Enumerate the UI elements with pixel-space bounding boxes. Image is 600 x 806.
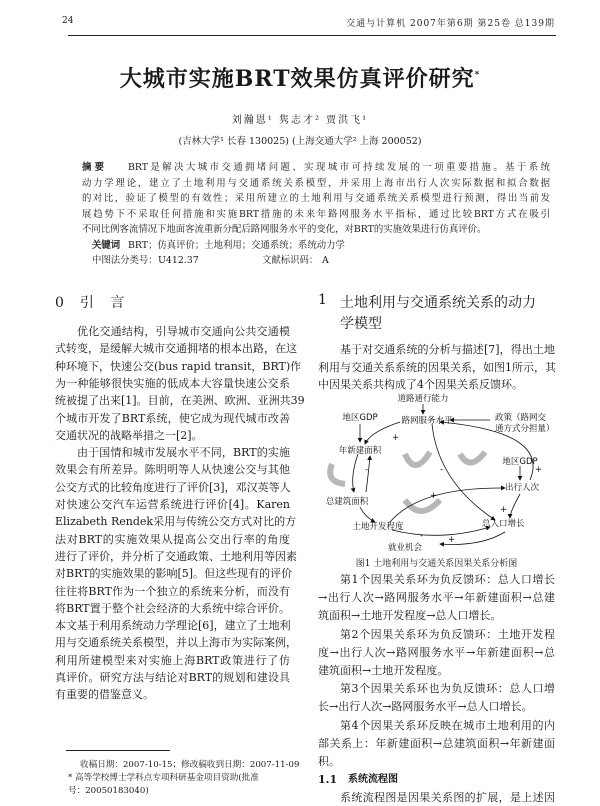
sign-plus: + <box>535 465 543 475</box>
body-line: 式转变，是缓解大城市交通拥堵的根本出路，在这 <box>55 342 297 356</box>
abstract-line: 的对比，验证了模型的有效性；采用所建立的土地利用与交通系统关系模型进行预测，得出当前发 <box>82 193 550 204</box>
body-line: 利用所建模型来对实施上海BRT政策进行了仿 <box>55 653 290 667</box>
abstract-line: 展趋势下不采取任何措施和实施BRT措施的未来年路网服务水平指标，通过比较BRT方式在吸引 <box>82 208 550 220</box>
clc-label: 中图法分类号： <box>92 254 158 266</box>
node-new-area: 年新建面积 <box>338 446 382 456</box>
paper-title <box>0 62 600 93</box>
body-line: 筑面积→土地开发程度→总人口增长。 <box>318 609 502 623</box>
body-line: 进行了评价，并分析了交通政策、土地利用等因素 <box>55 549 297 563</box>
sign-minus: - <box>365 465 369 475</box>
node-gdp-right: 地区GDP <box>502 457 538 467</box>
abstract-line: 动力学理论，建立了土地利用与交通系统关系模型，并采用上海市出行人次实际数据和拟合数据 <box>82 177 550 189</box>
body-line: 利用与交通关系系统的因果关系，如图1所示，其 <box>318 360 556 374</box>
authors: 刘瀚恩¹ 隽志才² 贾洪飞¹ <box>231 115 369 126</box>
body-line: 部关系上：年新建面积→总建筑面积→年新建面 <box>318 736 555 750</box>
node-policy-line2: 通方式分担量） <box>495 424 555 434</box>
body-line: 往往将BRT作为一个独立的系统来分析，而没有 <box>55 584 290 598</box>
subsection-number: 1.1 <box>318 773 338 787</box>
keywords: BRT；仿真评价；土地利用；交通系统；系统动力学 <box>128 239 345 251</box>
section-number: 0 <box>55 295 64 311</box>
body-line: 为一种能够很快实施的低成本大容量快速公交系 <box>55 376 290 390</box>
title-footnote-mark: * <box>474 70 481 81</box>
body-line: 将BRT置于整个社会经济的大系统中综合评价。 <box>55 601 290 615</box>
affiliation: (吉林大学¹ 长春 130025) (上海交通大学² 上海 200052) <box>178 136 422 147</box>
doc-code: A <box>322 254 329 266</box>
causal-loop-diagram <box>320 392 560 552</box>
body-line: 优化交通结构，引导城市交通向公共交通模 <box>77 325 290 338</box>
figure-caption: 图1 土地利用与交通关系因果关系分析图 <box>355 559 518 569</box>
body-line: 长→出行人次→路网服务水平→总人口增长。 <box>318 700 533 714</box>
node-road-capacity: 道路通行能力 <box>397 394 449 404</box>
body-line: 第1个因果关系环为负反馈环：总人口增长 <box>340 573 555 586</box>
body-line: 积。 <box>318 755 340 768</box>
body-line: 公交方式的比较角度进行了评价[3]，邓汉英等人 <box>55 480 291 494</box>
sign-plus: + <box>430 491 438 501</box>
body-line: 个城市开发了BRT系统，使它成为现代城市改善 <box>55 411 290 425</box>
sign-minus: - <box>420 531 424 541</box>
sign-plus: + <box>392 433 400 443</box>
node-service-level: 路网服务水平 <box>401 416 453 426</box>
body-line: →出行人次→路网服务水平→年新建面积→总建 <box>318 591 555 605</box>
footnote-rule <box>66 750 170 751</box>
header-rule <box>68 35 556 36</box>
body-line: 第3个因果关系环也为负反馈环：总人口增 <box>340 682 555 696</box>
body-line: 真评价。研究方法与结论对BRT的规划和建设具 <box>55 671 290 684</box>
sign-plus: + <box>448 535 456 545</box>
section-title: 引 言 <box>79 295 131 311</box>
body-line: 基于对交通系统的分析与描述[7]，得出土地 <box>340 343 555 356</box>
body-line: 有重要的借鉴意义。 <box>55 688 154 702</box>
node-gdp-left: 地区GDP <box>342 413 378 423</box>
footnote-line: * 高等学校博士学科点专项科研基金项目资助(批准 <box>68 773 259 783</box>
body-line: 建筑面积→土地开发程度。 <box>318 664 449 677</box>
running-header: 交通与计算机 2007年第6期 第25卷 总139期 <box>346 19 555 29</box>
body-line: 种环境下，快速公交(bus rapid transit，BRT)作 <box>55 359 302 373</box>
body-line: 中因果关系共构成了4个因果关系反馈环。 <box>318 378 523 391</box>
title-text: 大城市实施BRT效果仿真评价研究 <box>119 66 475 92</box>
clc-code: U412.37 <box>158 254 199 266</box>
node-population: 总人口增长 <box>482 519 525 529</box>
node-total-area: 总建筑面积 <box>325 497 369 507</box>
section-0-heading <box>55 292 130 312</box>
page-number: 24 <box>62 16 74 26</box>
sign-plus: + <box>500 505 508 515</box>
keywords-label: 关键词 <box>92 239 121 251</box>
footnote-line: 号：20050183040) <box>68 786 149 796</box>
abstract-line: BRT是解决大城市交通拥堵问题、实现城市可持续发展的一项重要措施。基于系统 <box>128 162 550 173</box>
node-trips: 出行人次 <box>505 483 540 493</box>
body-line: 统被提了出来[1]。目前，在美洲、欧洲、亚洲共39 <box>55 394 305 408</box>
section-title-line: 学模型 <box>340 316 382 332</box>
body-line: 对BRT的实施效果的影响[5]。但这些现有的评价 <box>55 567 293 581</box>
body-line: 用与交通系统关系模型，并以上海市为实际案例， <box>55 636 297 650</box>
body-line: 交通状况的战略举措之一[2]。 <box>55 428 203 442</box>
node-land-development: 土地开发程度 <box>352 522 404 532</box>
body-line: 由于国情和城市发展水平不同，BRT的实施 <box>77 446 290 460</box>
doc-code-label: 文献标识码： <box>262 254 319 266</box>
body-line: 第4个因果关系环反映在城市土地利用的内 <box>340 718 555 732</box>
body-line: 效果会有所差异。陈明明等人从快速公交与其他 <box>55 463 290 477</box>
section-number: 1 <box>318 292 327 308</box>
section-1-heading <box>318 292 536 332</box>
body-line: 法对BRT的实施效果从提高公交出行率的角度 <box>55 532 290 546</box>
sign-minus: - <box>440 465 444 475</box>
abstract-label: 摘 要 <box>82 162 105 173</box>
body-line: 本文基于利用系统动力学理论[6]，建立了土地利 <box>55 619 291 633</box>
node-policy-line1: 政策（路网交 <box>495 413 547 423</box>
body-line: 第2个因果关系环为负反馈环：土地开发程 <box>340 627 555 641</box>
body-line: 对快速公交汽车运营系统进行评价[4]。Karen <box>55 498 290 511</box>
abstract-line: 不同比例客流情况下地面客流重新分配后路网服务水平的变化，对BRT的实施效果进行仿真评价。 <box>82 224 487 235</box>
body-line: Elizabeth Rendek采用与传统公交方式对比的方 <box>55 515 297 529</box>
footnote-line: 收稿日期：2007-10-15；修改稿收到日期：2007-11-09 <box>80 760 300 770</box>
body-line: 系统流程图是因果关系图的扩展，是上述因 <box>340 791 555 805</box>
section-title-line: 土地利用与交通系统关系的动力 <box>340 295 536 311</box>
subsection-title: 系统流程图 <box>348 774 398 786</box>
body-line: 度→出行人次→路网服务水平→年新建面积→总 <box>318 645 555 659</box>
node-jobs: 就业机会 <box>387 543 423 552</box>
